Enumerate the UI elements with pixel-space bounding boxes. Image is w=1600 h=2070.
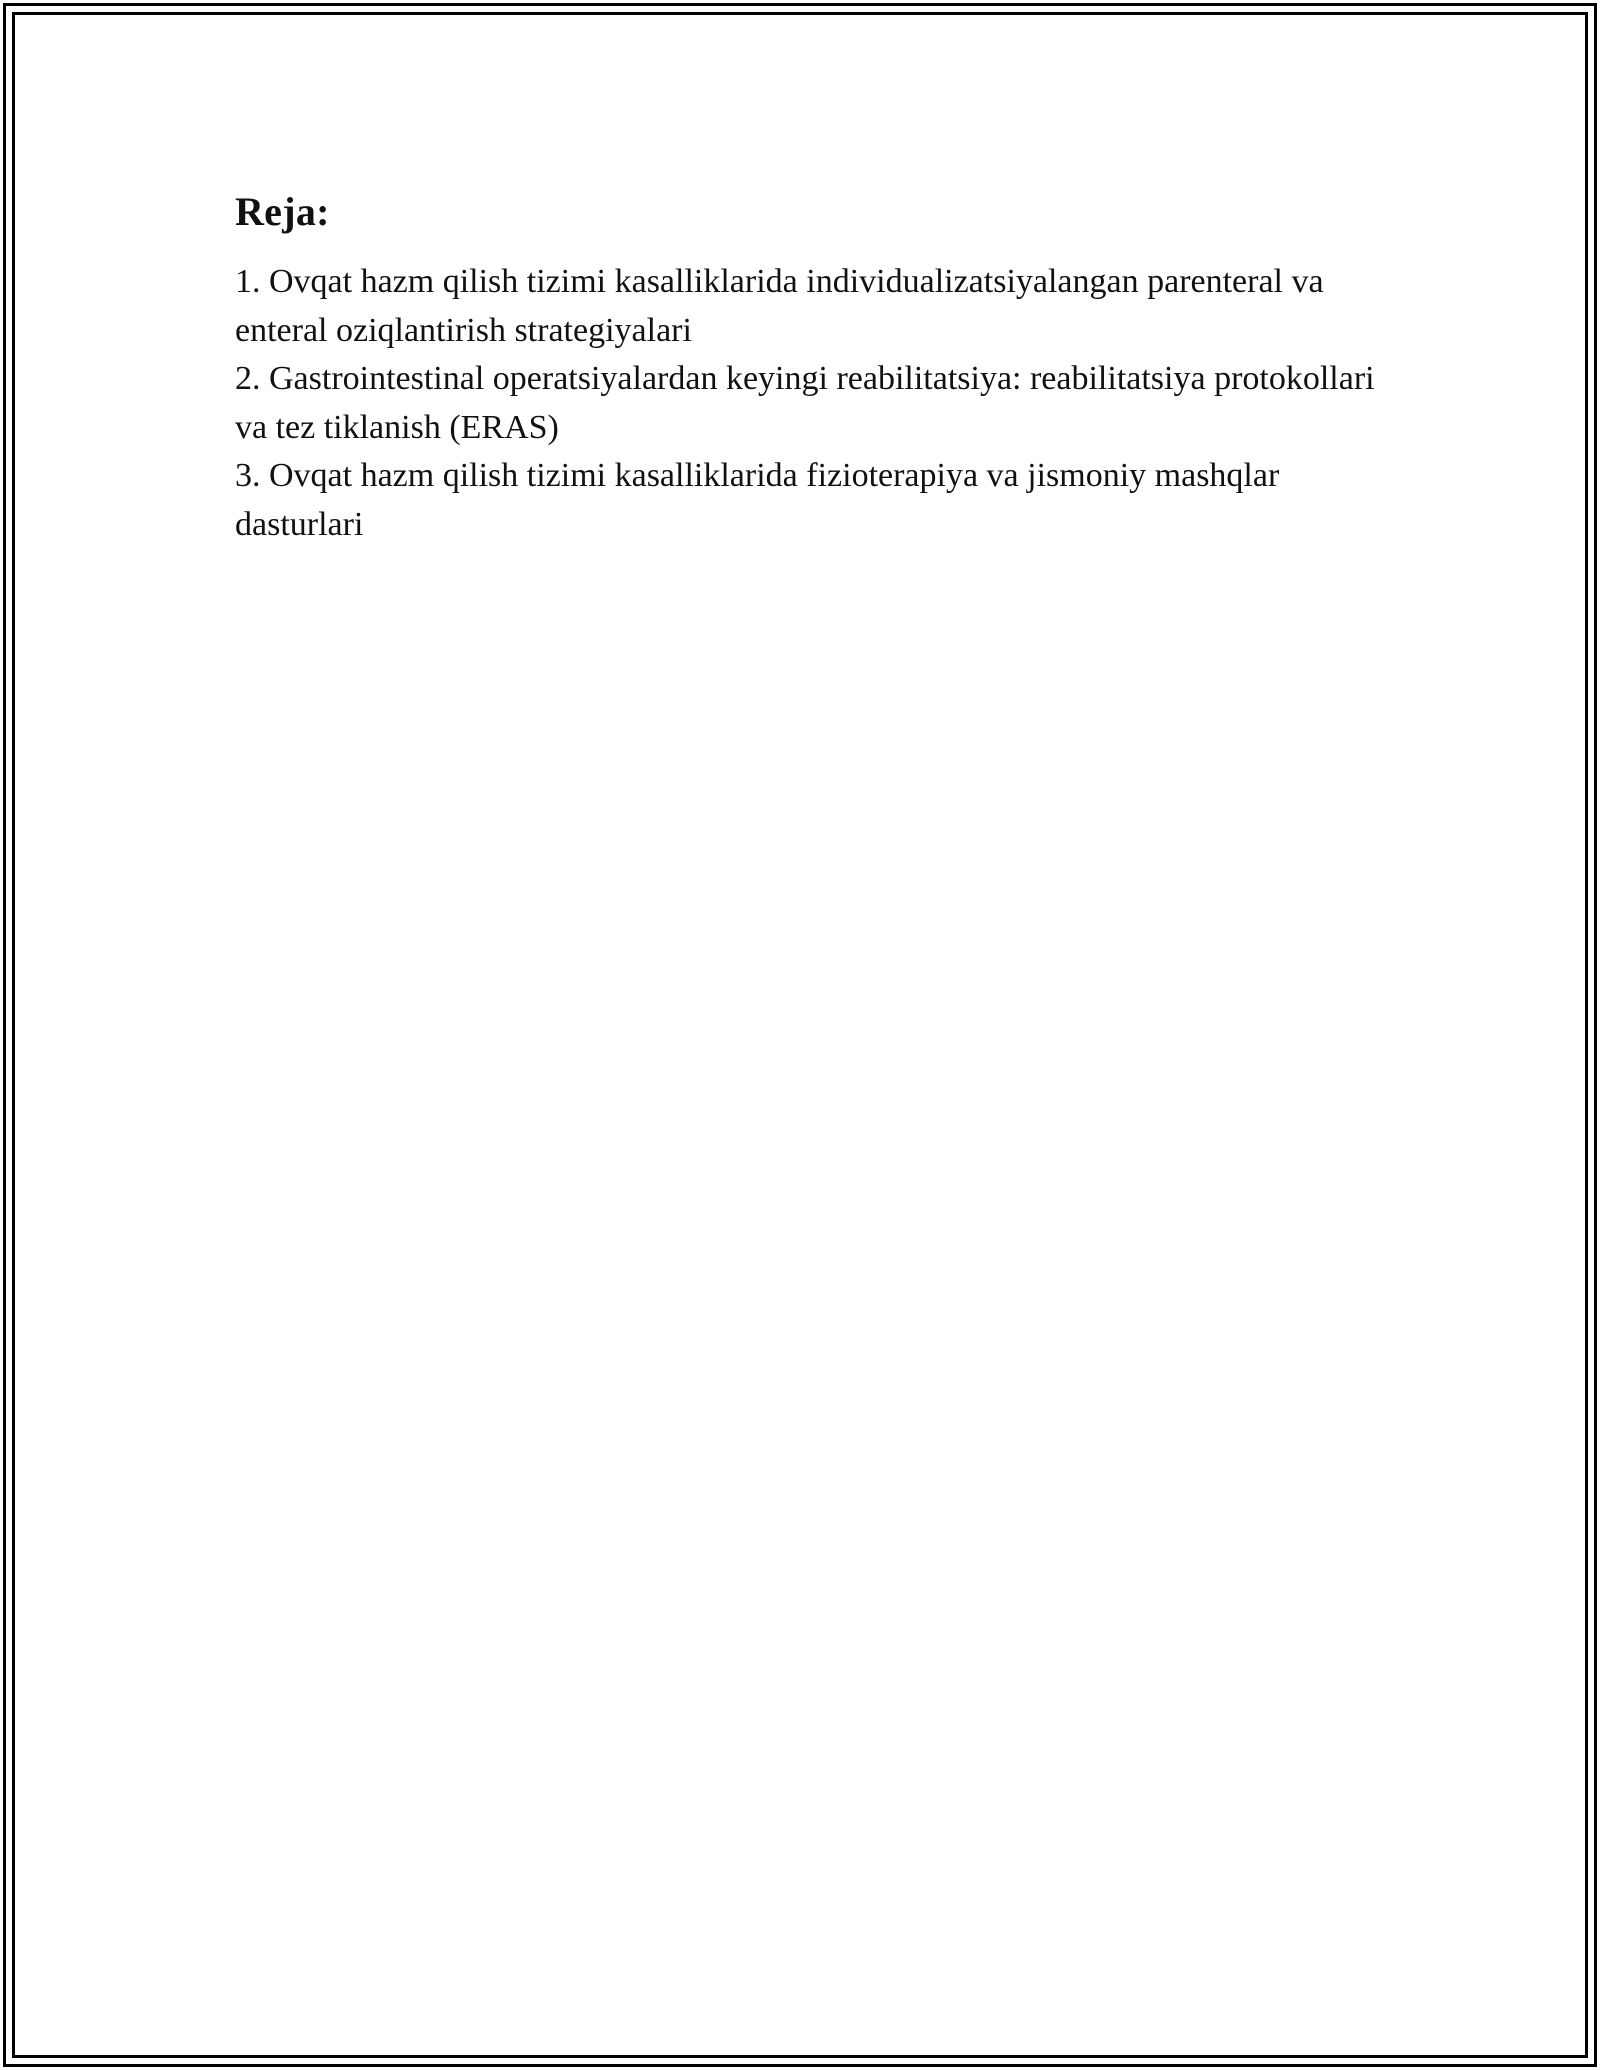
plan-item-3: 3. Ovqat hazm qilish tizimi kasalliklarida fizioterapiya va jismoniy mashqlar dasturlari bbox=[235, 457, 1280, 543]
plan-list bbox=[235, 258, 1385, 549]
plan-item-2: 2. Gastrointestinal operatsiyalardan keyingi reabilitatsiya: reabilitatsiya protokollari va tez tiklanish (ERAS) bbox=[235, 360, 1375, 446]
plan-item-1: 1. Ovqat hazm qilish tizimi kasalliklarida individualizatsiyalangan parenteral va enteral oziqlantirish strategiyalari bbox=[235, 263, 1324, 349]
document-body bbox=[235, 184, 1385, 549]
plan-heading: Reja: bbox=[235, 189, 330, 234]
